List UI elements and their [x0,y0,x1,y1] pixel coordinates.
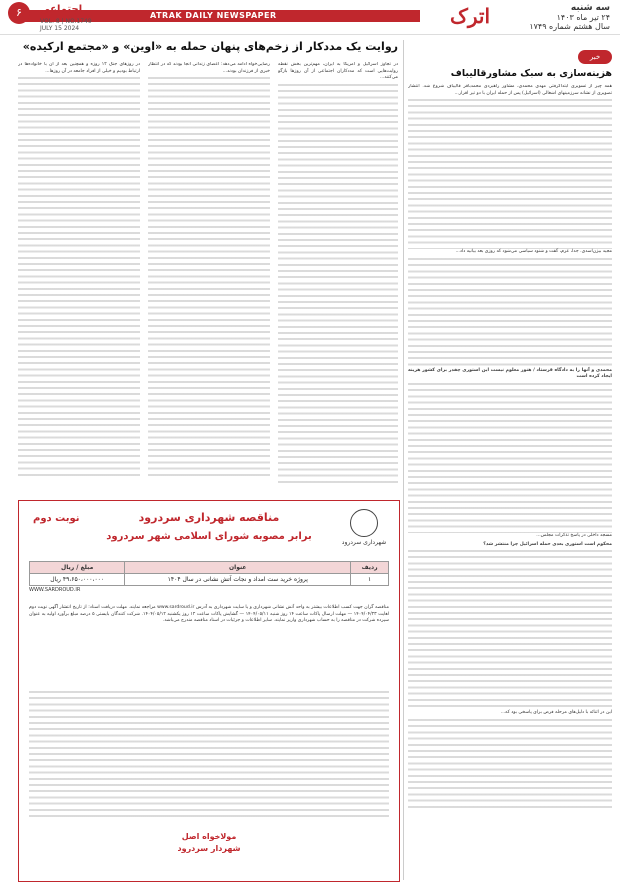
right-subhead: محکوم است استوری بعدی حمله اسرائیل چرا منتشر شد؟ [483,541,612,547]
ad-subtitle: برابر مصوبه شورای اسلامی شهر سردرود [106,531,312,542]
main-col-3 [18,62,140,492]
main-col-1 [278,62,398,492]
ad-website[interactable]: WWW.SARDROUD.IR [29,587,81,593]
cell-amount: ۴۹،۶۵۰،۰۰۰،۰۰۰ ریال [30,574,125,586]
issue-date [529,4,610,31]
right-para: مسجد داخلی در پاسخ تذکرات مجلس... [536,532,612,538]
main-para: در روزهای جنگ ۱۲ روزه و همچنین بعد از آن با خانواده‌ها در ارتباط بودیم و خیلی از افراد جامعه در آن روزها... [18,62,140,74]
right-subhead: محمدی و آنها را به دادگاه فرستاد / هنوز معلوم نیست این استوری چقدر برای کشور هزینه ایجاد کرده است [408,367,612,380]
right-article-title: هزینه‌سازی به سبک مشاورقالیباف [450,68,612,79]
issue-day: سه شنبه [570,3,610,13]
tender-table [29,561,389,586]
col-header-amount: مبلغ / ریال [30,562,125,574]
signatory-title: شهردار سردرود [177,844,241,853]
column-divider [403,40,404,880]
volume: VOL. 8 | NO.1749 [40,18,92,25]
right-para: مجید بیژن‌اسدی. جدا، عزم، گفت و شنود سیاسی می‌شود که روزی بعد بیانیه داد... [455,249,612,255]
volume-info [40,18,92,32]
ad-signature [19,831,399,855]
tender-advertisement [18,500,400,882]
emblem-label: شهرداری سردرود [341,539,387,546]
signatory-name: مولاخواه اصل [181,832,237,841]
ad-title: مناقصه شهرداری سردرود [138,511,280,524]
main-col-2 [148,62,270,492]
col-header-row: ردیف [351,562,389,574]
newspaper-name: ATRAK DAILY NEWSPAPER [150,11,277,20]
ad-round: نوبت دوم [33,513,80,524]
cell-row: ۱ [351,574,389,586]
cell-title: پروژه خرید ست امداد و نجات آتش نشانی در سال ۱۴۰۴ [125,574,351,586]
news-badge: خبر [578,50,612,64]
date-en: JULY 15 2024 [40,25,80,32]
ad-terms: مناقصه گران جهت کسب اطلاعات بیشتر به واحد آتش نشانی شهرداری و یا سایت شهرداری به آدرس www.sardroud.ir مراجعه نمایند. مهلت دریافت اسناد: از تاریخ انتشار آگهی نوبت دوم لغایت ۱۴۰۴/۰۴/۲۳ — مهلت ارسال پاکات ساعت ۱۴ روز شنبه ۱۴۰۴/۰۵/۱۱ — گشایش پاکات ساعت ۱۲ روز یکشنبه ۱۴۰۴/۰۵/۱۲. شرکت کنندگان بایستی ۵ درصد مبلغ برآورد اولیه به عنوان سپرده شرکت در مناقصه را به حساب شهرداری واریز نمایند. سایر اطلاعات و جزئیات در اسناد مناقصه مندرج می‌باشد. [29,605,390,624]
right-para: همه چیز از تسویری ابتداگرفتی مهدی محمدی، مشاور راهبردی محمدباقر قالیباف شروع شد. انتشار تصویری از نشانه سرزمینهای اشغالی (اسرائیل) پس از حمله ایران با دو تیر اقرار... [408,84,612,96]
newspaper-header [0,0,620,35]
right-article-body [408,84,612,874]
issue-extra: سال هشتم شماره ۱۷۴۹ [529,22,610,31]
section-label: اجتماعی [40,4,83,15]
table-row [30,574,389,586]
main-para: در تجاوز اسرائیل و آمریکا به ایران، مهم‌ترین بخش نقطه روایت‌هایی است که مددکاران اجتماعی از آن روزها بازگو می‌کنند... [278,62,398,81]
page-number: ۶ [8,2,30,24]
atrak-logo: اترک [449,4,491,28]
main-headline: روایت یک مددکار از زخم‌های پنهان حمله به «اوین» و «مجتمع ارکیده» [22,40,398,53]
right-article-head [408,40,612,78]
right-para: این در اثنائه با دلیل‌های مرحله فرض برای پاسخی بود که... [500,710,612,716]
main-para: رضایی‌خواه ادامه می‌دهد: اعضای زندانی آنجا بودند که در انتظار خبری از فرزندان بودند... [148,62,270,74]
col-header-title: عنوان [125,562,351,574]
issue-date-fa: ۲۴ تیر ماه ۱۴۰۳ [556,13,610,22]
